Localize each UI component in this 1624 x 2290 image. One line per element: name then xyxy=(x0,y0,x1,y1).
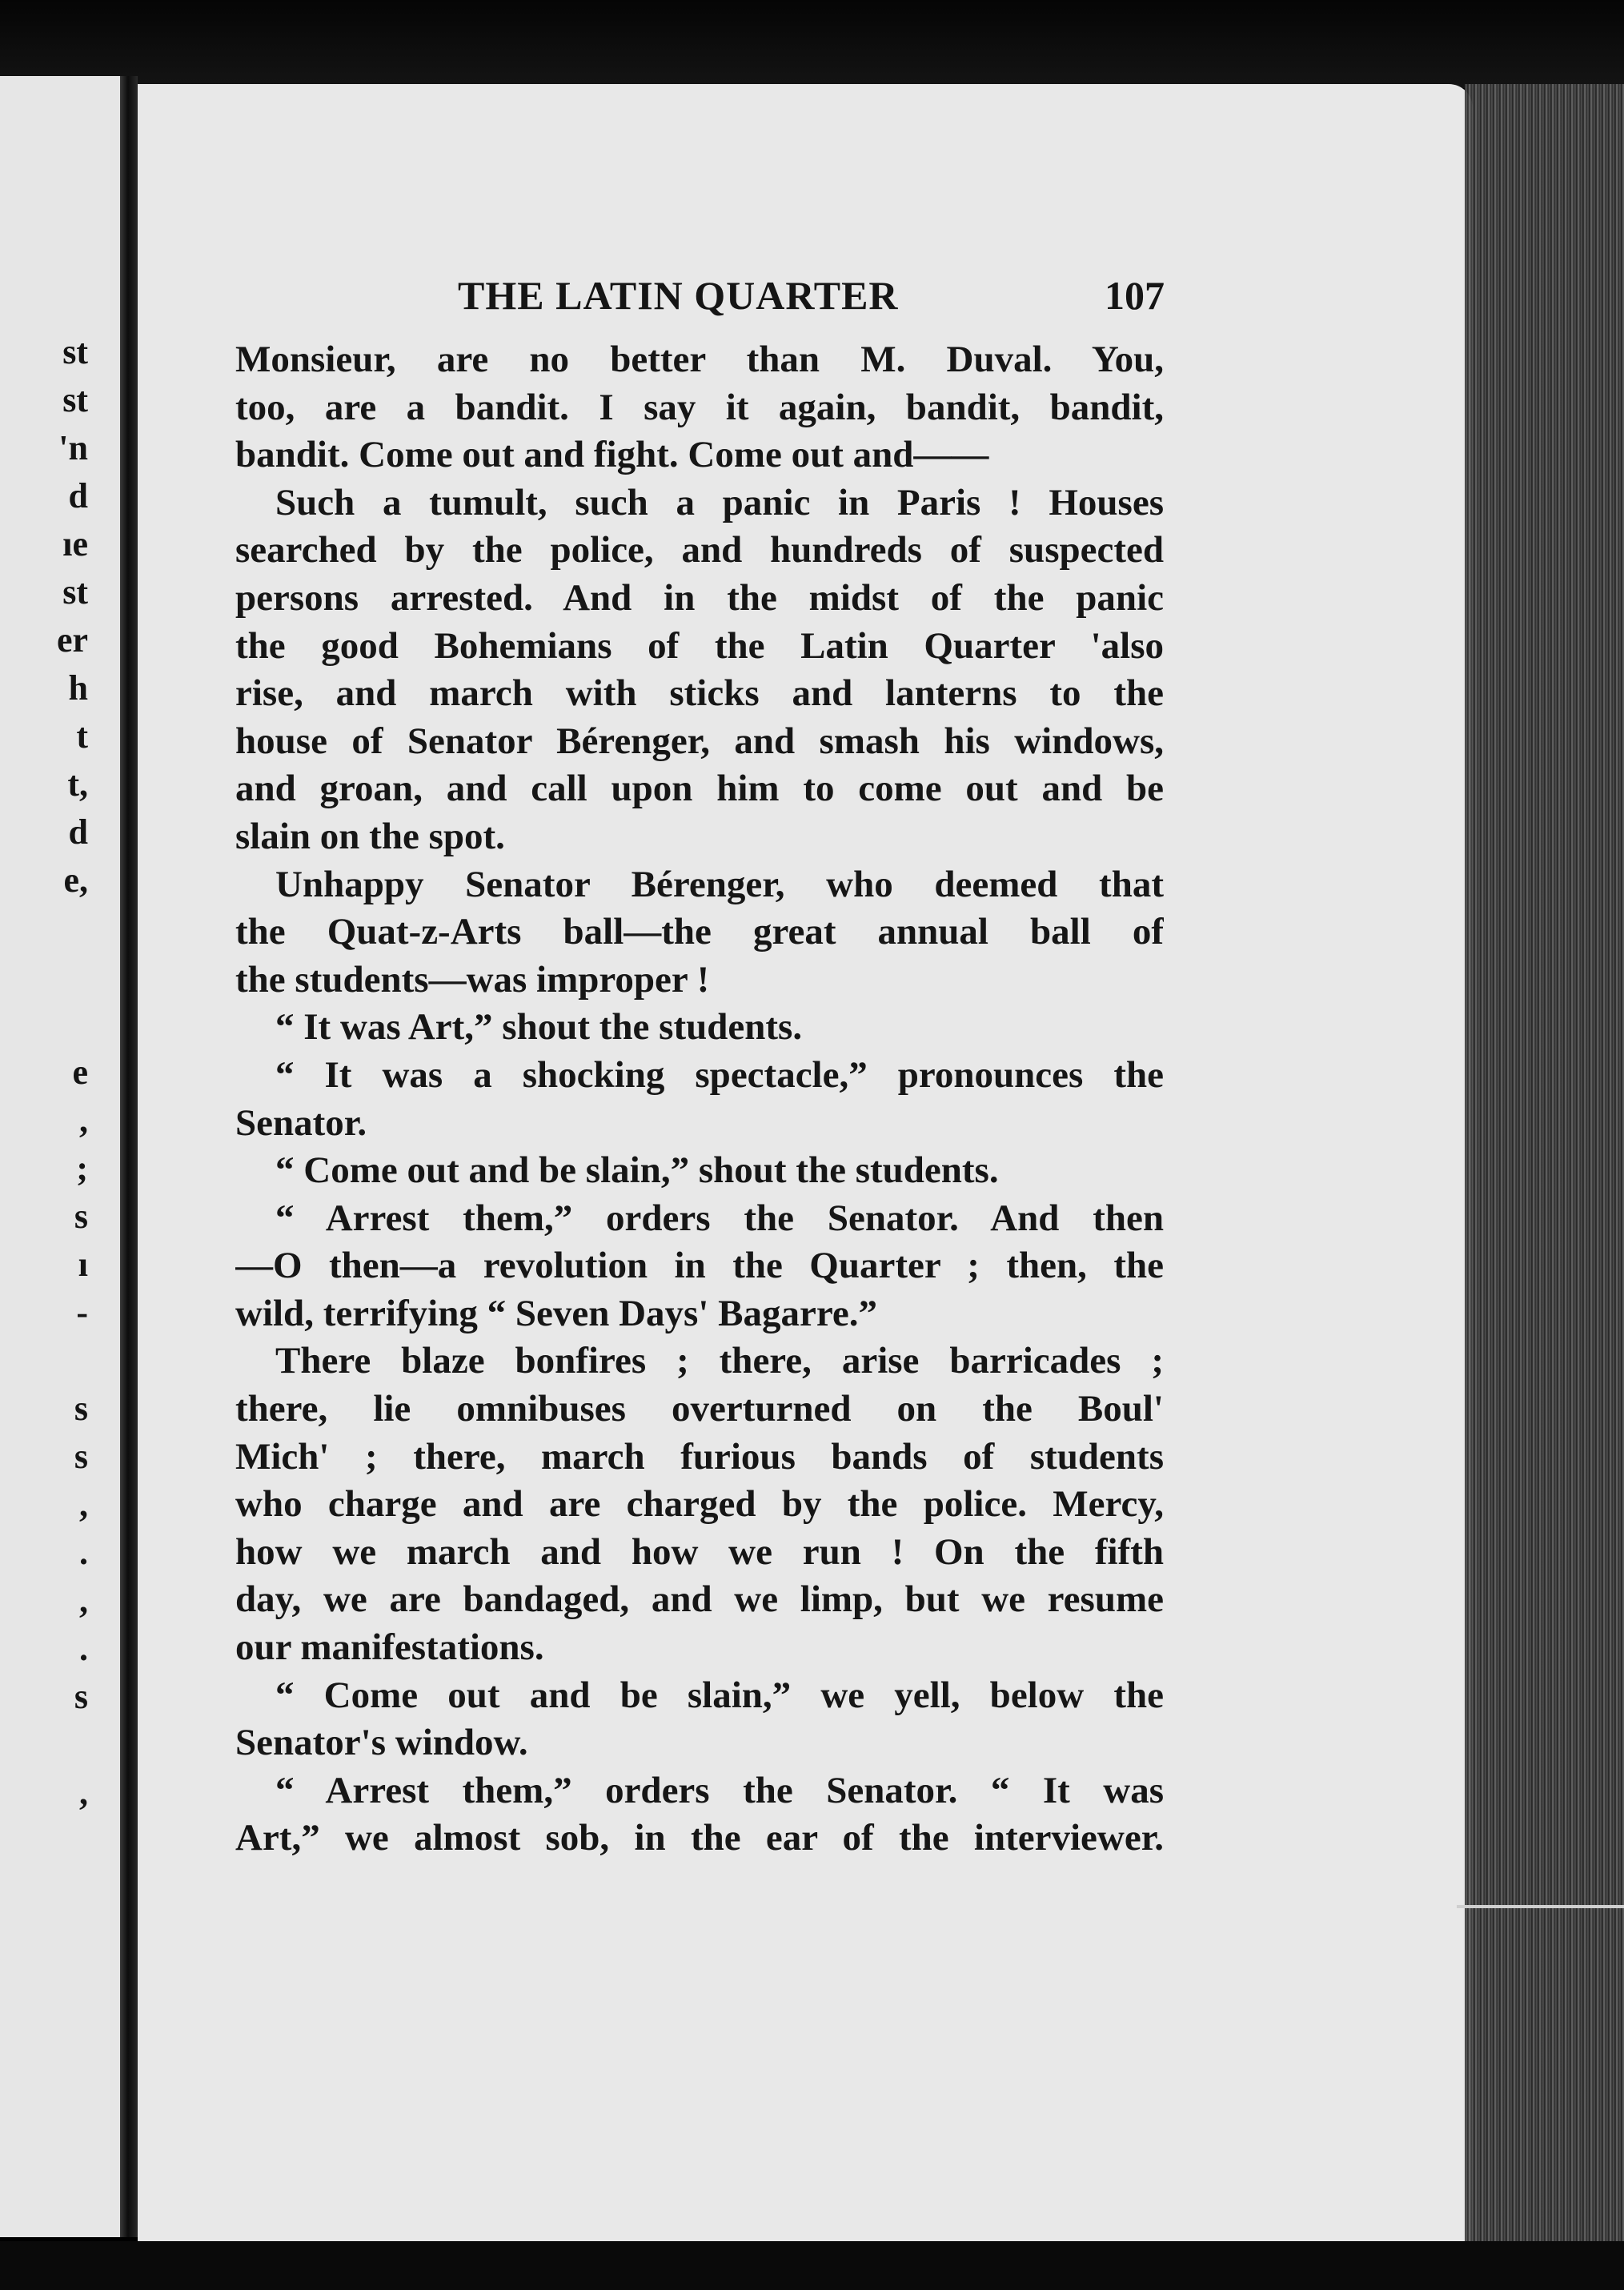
top-background-band xyxy=(0,0,1624,88)
facing-page-fragment: d xyxy=(68,476,88,515)
facing-page-fragment xyxy=(0,1001,88,1049)
text-line: persons arrested. And in the midst of the panic xyxy=(235,576,1164,619)
facing-page-fragment: 'n xyxy=(58,428,88,467)
text-line: wild, terrifying “ Seven Days' Bagarre.” xyxy=(235,1292,877,1334)
text-line: “ It was Art,” shout the students. xyxy=(275,1006,803,1049)
facing-page-fragment: s xyxy=(74,1677,88,1716)
text-line: and groan, and call upon him to come out and be xyxy=(235,768,1164,810)
body-text xyxy=(235,336,1164,1863)
facing-page-fragment: st xyxy=(62,572,88,612)
facing-page-fragment: ıe xyxy=(62,524,88,563)
text-line: who charge and are charged by the police. Mercy, xyxy=(235,1483,1164,1526)
facing-page-fragment: , xyxy=(79,1485,88,1524)
page-edge-highlight xyxy=(1457,1905,1624,1908)
text-line: Senator. xyxy=(235,1101,367,1144)
text-line: “ Come out and be slain,” shout the students. xyxy=(275,1149,999,1192)
facing-page-fragment: s xyxy=(74,1389,88,1428)
facing-page-fragment: h xyxy=(68,668,88,708)
page-number: 107 xyxy=(1105,273,1165,318)
text-line: “ Arrest them,” orders the Senator. “ It was xyxy=(275,1769,1164,1811)
facing-page-fragment: st xyxy=(62,380,88,419)
text-line: slain on the spot. xyxy=(235,815,505,857)
text-line: Such a tumult, such a panic in Paris ! Houses xyxy=(275,481,1164,523)
facing-page-fragment: , xyxy=(79,1581,88,1620)
facing-page-fragment: , xyxy=(79,1101,88,1140)
text-line: There blaze bonfires ; there, arise barricades ; xyxy=(275,1340,1164,1382)
facing-page-fragment: , xyxy=(79,1773,88,1812)
facing-page-fragment: s xyxy=(74,1437,88,1476)
text-line: Art,” we almost sob, in the ear of the interviewer. xyxy=(235,1817,1164,1859)
text-line: “ Come out and be slain,” we yell, below the xyxy=(275,1674,1164,1716)
text-line: Mich' ; there, march furious bands of students xyxy=(235,1435,1164,1478)
facing-page-fragment xyxy=(0,1721,88,1769)
text-line: the students—was improper ! xyxy=(235,958,710,1001)
text-line: house of Senator Bérenger, and smash his windows, xyxy=(235,720,1164,762)
text-line: rise, and march with sticks and lanterns to the xyxy=(235,672,1164,715)
facing-page-fragment: s xyxy=(74,1197,88,1236)
facing-page-fragment: . xyxy=(79,1533,88,1572)
text-line: our manifestations. xyxy=(235,1626,544,1669)
facing-page-fragment: ı xyxy=(78,1245,88,1284)
text-line: how we march and how we run ! On the fifth xyxy=(235,1530,1164,1573)
page-edges xyxy=(1465,84,1624,2245)
text-line: Monsieur, are no better than M. Duval. You, xyxy=(235,339,1164,380)
facing-page-fragment: t, xyxy=(67,764,88,804)
facing-page-fragment xyxy=(0,952,88,1001)
text-line: —O then—a revolution in the Quarter ; then, the xyxy=(235,1245,1164,1287)
running-head-title: THE LATIN QUARTER xyxy=(458,273,899,318)
text-line: Unhappy Senator Bérenger, who deemed that xyxy=(275,863,1164,905)
text-line: the good Bohemians of the Latin Quarter 'also xyxy=(235,624,1164,667)
facing-page-fragment: e, xyxy=(63,860,88,900)
facing-page-fragment: d xyxy=(68,812,88,852)
text-line: bandit. Come out and fight. Come out and—— xyxy=(235,434,989,476)
bottom-background-band xyxy=(0,2241,1624,2290)
facing-page-text-fragments xyxy=(0,328,88,1817)
text-line: the Quat-z-Arts ball—the great annual ball of xyxy=(235,911,1164,953)
text-line: day, we are bandaged, and we limp, but we resume xyxy=(235,1578,1164,1621)
text-line: too, are a bandit. I say it again, bandit, bandit, xyxy=(235,386,1164,428)
facing-page-fragment xyxy=(0,904,88,952)
book-gutter xyxy=(120,76,138,2237)
facing-page-fragment: . xyxy=(79,1629,88,1668)
facing-page-fragment: ; xyxy=(76,1149,88,1188)
running-head xyxy=(240,272,1165,328)
text-line: “ It was a shocking spectacle,” pronounces the xyxy=(275,1053,1164,1096)
facing-page-fragment: e xyxy=(72,1053,88,1092)
facing-page-fragment: er xyxy=(56,620,88,660)
facing-page-fragment xyxy=(0,1337,88,1385)
facing-page-fragment: t xyxy=(76,716,88,756)
facing-page-fragment: st xyxy=(62,332,88,371)
text-line: Senator's window. xyxy=(235,1722,528,1764)
facing-page-fragment: - xyxy=(76,1293,88,1332)
text-line: searched by the police, and hundreds of suspected xyxy=(235,529,1164,571)
text-line: there, lie omnibuses overturned on the Boul' xyxy=(235,1388,1164,1430)
text-line: “ Arrest them,” orders the Senator. And then xyxy=(275,1197,1164,1239)
